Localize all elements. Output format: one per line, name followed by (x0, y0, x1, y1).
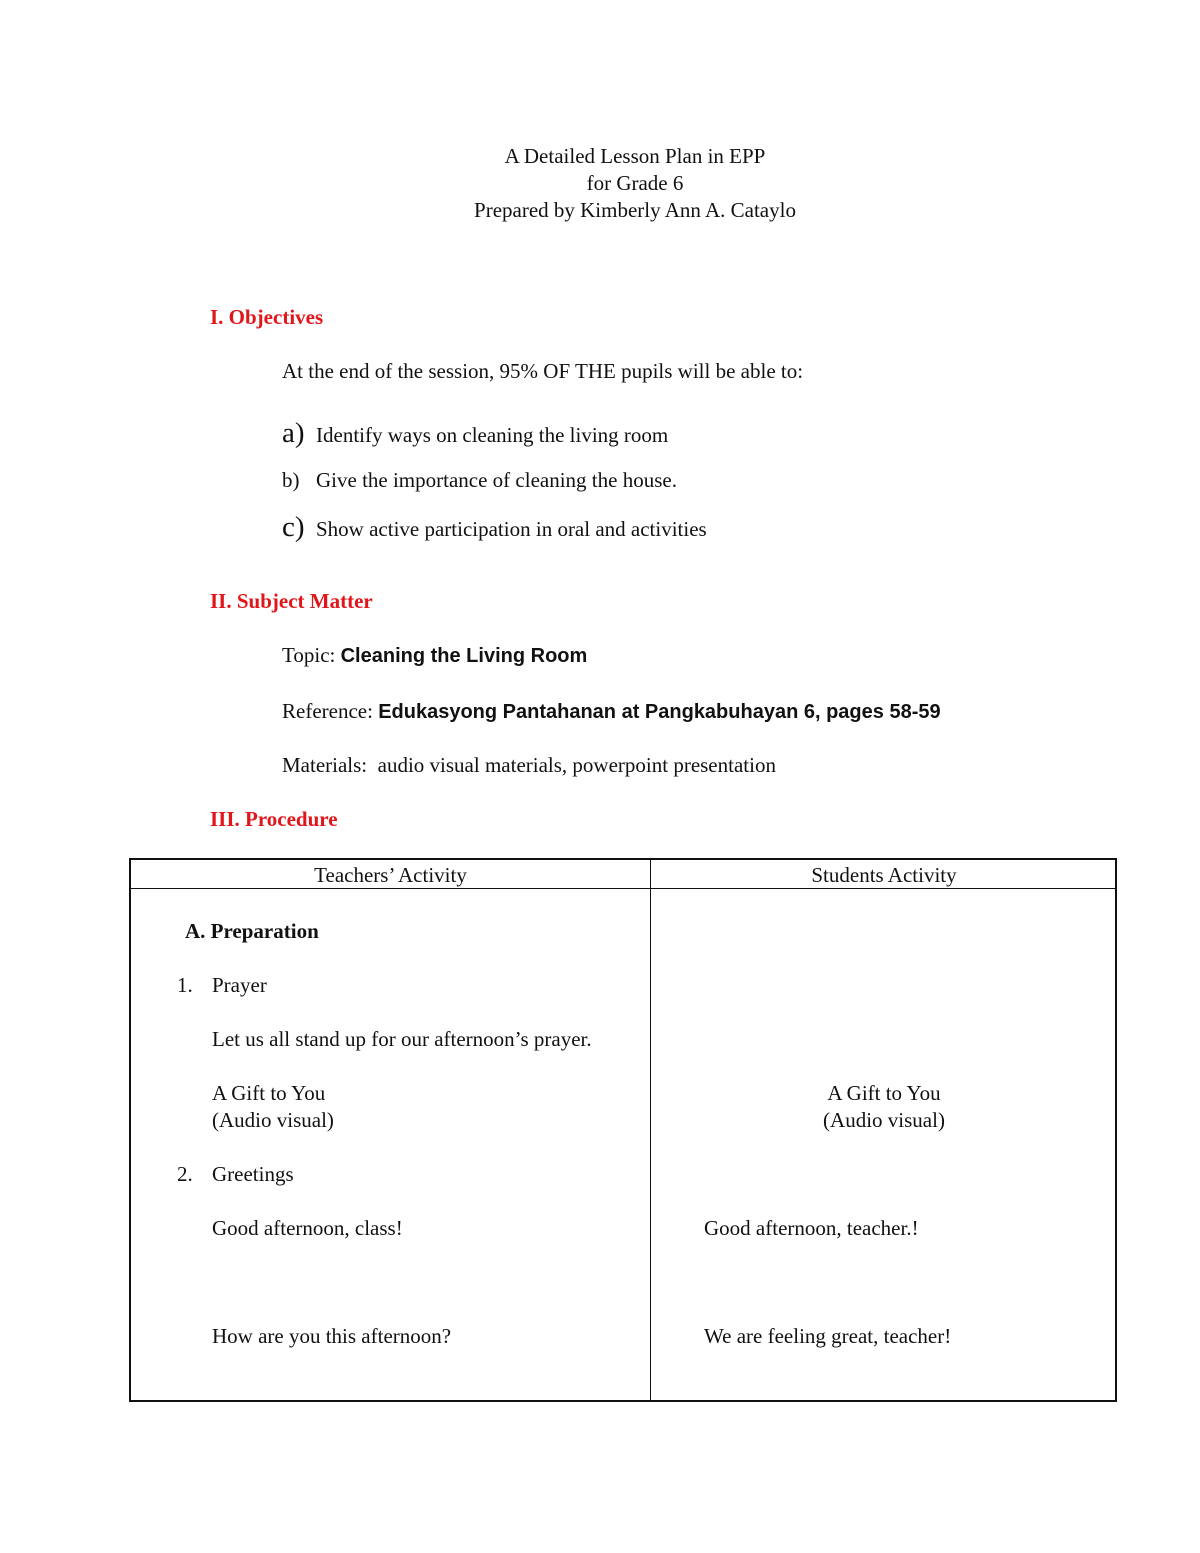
teacher-question: How are you this afternoon? (212, 1324, 452, 1348)
teacher-greeting: Good afternoon, class! (212, 1216, 403, 1240)
subject-matter-heading: II. Subject Matter (210, 589, 373, 613)
student-prayer-note: (Audio visual) (823, 1108, 945, 1132)
students-activity-header: Students Activity (811, 863, 957, 887)
student-prayer-block (651, 1080, 1117, 1134)
objective-marker: b) (282, 468, 300, 492)
objective-item (282, 467, 677, 494)
greetings-label: Greetings (212, 1162, 294, 1186)
materials-line (282, 752, 776, 779)
preparation-heading: A. Preparation (185, 919, 319, 943)
objectives-intro: At the end of the session, 95% OF THE pupils will be able to: (282, 359, 804, 383)
topic-line (282, 642, 587, 670)
topic-label: Topic: (282, 643, 336, 667)
prayer-label: Prayer (212, 973, 267, 997)
reference-label: Reference: (282, 699, 373, 723)
procedure-heading: III. Procedure (210, 807, 338, 831)
teachers-activity-header: Teachers’ Activity (314, 863, 467, 887)
materials-label: Materials: (282, 753, 368, 777)
procedure-table (129, 858, 1117, 1402)
reference-line (282, 698, 941, 726)
materials-value: audio visual materials, powerpoint presentation (377, 753, 776, 777)
step-number: 1. (177, 973, 193, 997)
step-number: 2. (177, 1162, 193, 1186)
student-answer: We are feeling great, teacher! (704, 1324, 952, 1348)
objective-item (282, 417, 669, 449)
document-grade: for Grade 6 (586, 171, 684, 195)
objective-text: Show active participation in oral and activities (316, 517, 707, 541)
document-author: Prepared by Kimberly Ann A. Cataylo (474, 198, 796, 222)
document-title: A Detailed Lesson Plan in EPP (504, 144, 766, 168)
student-greeting: Good afternoon, teacher.! (704, 1216, 919, 1240)
objectives-heading: I. Objectives (210, 305, 324, 329)
objective-text: Identify ways on cleaning the living room (316, 423, 669, 447)
objective-marker: c) (282, 511, 305, 543)
topic-value: Cleaning the Living Room (340, 645, 588, 667)
reference-value: Edukasyong Pantahanan at Pangkabuhayan 6, pages 58-59 (378, 701, 941, 723)
objective-text: Give the importance of cleaning the house. (316, 468, 677, 492)
teacher-prayer-note: (Audio visual) (212, 1108, 334, 1132)
student-prayer-title: A Gift to You (827, 1081, 941, 1105)
prayer-instruction: Let us all stand up for our afternoon’s prayer. (212, 1027, 592, 1051)
teacher-prayer-title: A Gift to You (212, 1081, 326, 1105)
objective-marker: a) (282, 417, 305, 449)
title-block (0, 143, 1200, 224)
objective-item (282, 511, 707, 543)
